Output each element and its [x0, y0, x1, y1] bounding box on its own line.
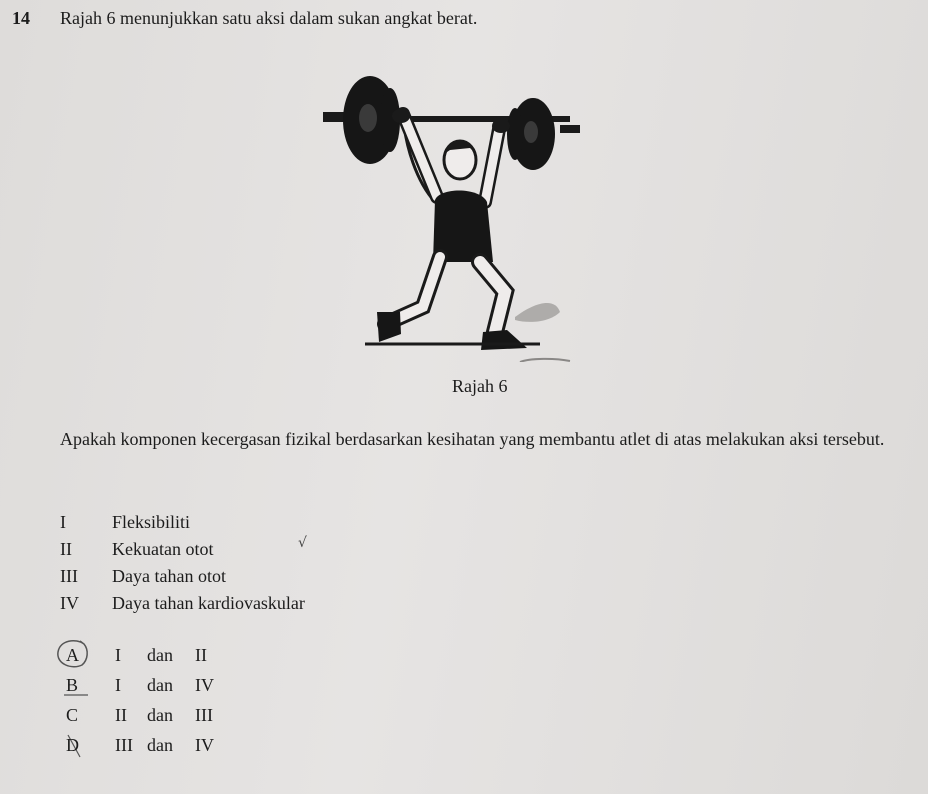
statement-number: I — [60, 512, 66, 532]
option-conjunction: dan — [147, 705, 173, 725]
statement-number: III — [60, 566, 78, 586]
statement-text: Daya tahan otot — [112, 566, 226, 586]
option-first-item: I — [115, 675, 121, 695]
option-letter: A — [66, 645, 79, 665]
question-stem: Rajah 6 menunjukkan satu aksi dalam sukan angkat berat. — [60, 8, 478, 28]
option-first-item: II — [115, 705, 127, 725]
option-conjunction: dan — [147, 675, 173, 695]
statement-text: Kekuatan otot — [112, 539, 214, 559]
option-letter: C — [66, 705, 79, 725]
option-second-item: IV — [195, 675, 214, 695]
statement-text: Daya tahan kardiovaskular — [112, 593, 305, 613]
weightlifter-illustration — [305, 62, 595, 362]
figure-caption: Rajah 6 — [452, 376, 508, 396]
option-conjunction: dan — [147, 735, 173, 755]
option-first-item: III — [115, 735, 133, 755]
option-letter: B — [66, 675, 79, 695]
question-text: Apakah komponen kecergasan fizikal berdasarkan kesihatan yang membantu atlet di atas melakukan aksi tersebut. — [60, 429, 885, 449]
option-first-item: I — [115, 645, 121, 665]
option-second-item: IV — [195, 735, 214, 755]
statement-number: IV — [60, 593, 79, 613]
option-second-item: III — [195, 705, 213, 725]
option-second-item: II — [195, 645, 207, 665]
option-letter: D — [66, 735, 79, 755]
option-conjunction: dan — [147, 645, 173, 665]
statement-number: II — [60, 539, 72, 559]
handwritten-tick: √ — [298, 535, 307, 551]
athlete-back-shoe — [377, 312, 401, 342]
athlete-front-shoe — [481, 330, 527, 350]
statement-text: Fleksibiliti — [112, 512, 191, 532]
question-number: 14 — [12, 8, 30, 28]
